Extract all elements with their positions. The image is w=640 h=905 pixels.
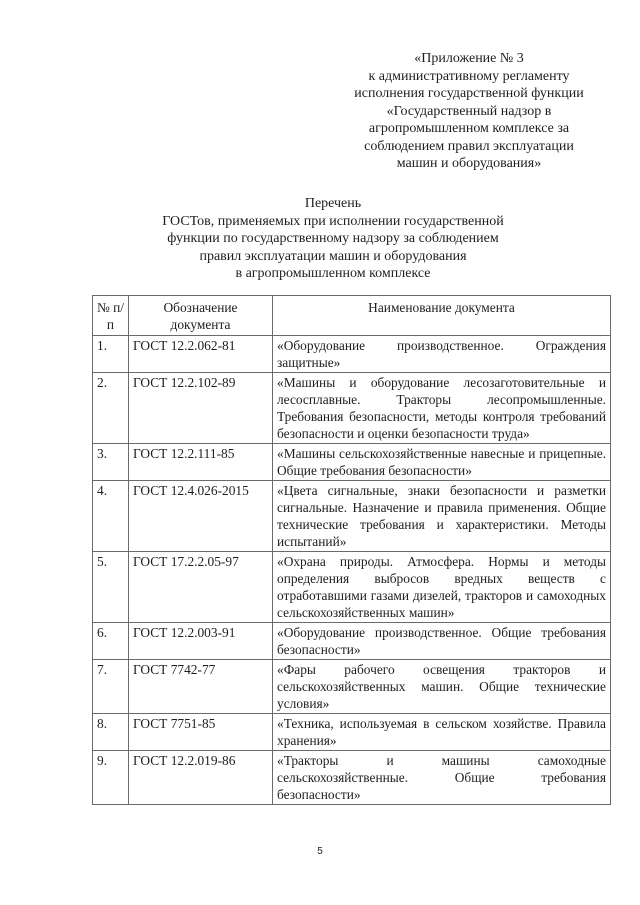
row-gost-code: ГОСТ 12.2.102-89 [129, 373, 273, 444]
table-row [93, 751, 611, 805]
table-row [93, 373, 611, 444]
row-number: 8. [93, 714, 129, 751]
appendix-line: «Государственный надзор в [386, 103, 552, 119]
page-number: 5 [317, 846, 323, 857]
row-gost-code: ГОСТ 7751-85 [129, 714, 273, 751]
row-number: 9. [93, 751, 129, 805]
row-number: 4. [93, 481, 129, 552]
title-line: ГОСТов, применяемых при исполнении государственной [162, 213, 504, 229]
table-row [93, 714, 611, 751]
appendix-line: к административному регламенту [368, 68, 570, 84]
appendix-line: исполнения государственной функции [354, 86, 584, 101]
table-row [93, 623, 611, 660]
row-document-name: «Фары рабочего освещения тракторов и сельскохозяйственных машин. Общие технические условия» [273, 660, 611, 714]
header-number: № п/п [93, 296, 129, 336]
row-number: 5. [93, 552, 129, 623]
row-gost-code: ГОСТ 12.2.111-85 [129, 444, 273, 481]
row-document-name: «Цвета сигнальные, знаки безопасности и разметки сигнальные. Назначение и правила применения. Общие технические требования и характеристики. Методы испытаний» [273, 481, 611, 552]
row-document-name: «Оборудование производственное. Ограждения защитные» [273, 336, 611, 373]
table-header-row [93, 296, 611, 336]
row-gost-code: ГОСТ 12.2.003-91 [129, 623, 273, 660]
row-document-name: «Оборудование производственное. Общие требования безопасности» [273, 623, 611, 660]
header-document-name: Наименование документа [273, 296, 611, 336]
table-row [93, 336, 611, 373]
row-gost-code: ГОСТ 12.2.019-86 [129, 751, 273, 805]
row-number: 2. [93, 373, 129, 444]
header-designation: Обозначение документа [129, 296, 273, 336]
row-gost-code: ГОСТ 12.4.026-2015 [129, 481, 273, 552]
table-row [93, 552, 611, 623]
title-line: в агропромышленном комплексе [235, 266, 431, 281]
row-number: 7. [93, 660, 129, 714]
row-number: 3. [93, 444, 129, 481]
appendix-line: соблюдением правил эксплуатации [364, 138, 574, 154]
appendix-line: агропромышленном комплексе за [368, 121, 570, 136]
row-gost-code: ГОСТ 12.2.062-81 [129, 336, 273, 373]
appendix-header [338, 50, 600, 173]
title-line: правил эксплуатации машин и оборудования [199, 248, 467, 264]
table-row [93, 660, 611, 714]
row-document-name: «Охрана природы. Атмосфера. Нормы и методы определения выбросов вредных веществ с отработавшими газами дизелей, тракторов и самоходных сельскохозяйственных машин» [273, 552, 611, 623]
document-title [140, 195, 526, 283]
table-row [93, 444, 611, 481]
row-number: 1. [93, 336, 129, 373]
row-document-name: «Машины и оборудование лесозаготовительные и лесосплавные. Тракторы лесопромышленные. Требования безопасности, методы контроля требований безопасности и оценки безопасности труда» [273, 373, 611, 444]
row-gost-code: ГОСТ 17.2.2.05-97 [129, 552, 273, 623]
row-gost-code: ГОСТ 7742-77 [129, 660, 273, 714]
title-line: функции по государственному надзору за соблюдением [167, 231, 499, 246]
row-document-name: «Тракторы и машины самоходные сельскохозяйственные. Общие требования безопасности» [273, 751, 611, 805]
gost-table [92, 295, 611, 805]
appendix-line: «Приложение № 3 [414, 51, 524, 66]
row-number: 6. [93, 623, 129, 660]
row-document-name: «Техника, используемая в сельском хозяйстве. Правила хранения» [273, 714, 611, 751]
row-document-name: «Машины сельскохозяйственные навесные и прицепные. Общие требования безопасности» [273, 444, 611, 481]
table-row [93, 481, 611, 552]
appendix-line: машин и оборудования» [396, 156, 542, 171]
title-line: Перечень [304, 196, 362, 211]
